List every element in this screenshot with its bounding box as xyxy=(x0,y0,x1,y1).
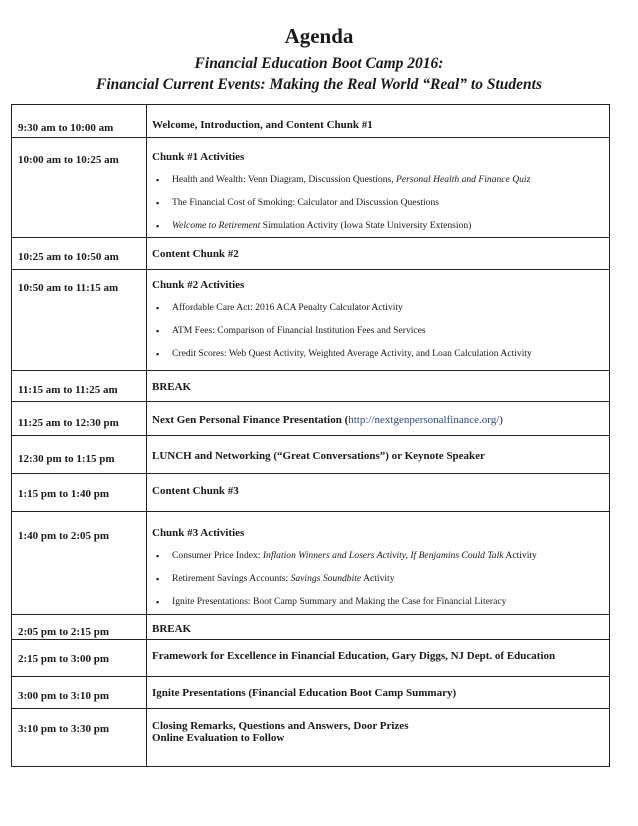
session-cell xyxy=(147,436,610,474)
activity-item xyxy=(152,573,609,585)
activity-text-suffix: Activity xyxy=(361,573,395,584)
session-title: LUNCH and Networking (“Great Conversations”) or Keynote Speaker xyxy=(152,450,485,462)
page-title: Agenda xyxy=(284,24,354,48)
activity-text: Credit Scores: Web Quest Activity, Weighted Average Activity, and Loan Calculation Activity xyxy=(172,348,532,359)
session-title: Content Chunk #2 xyxy=(152,248,239,260)
time-cell xyxy=(12,105,147,138)
agenda-row xyxy=(12,709,610,767)
activity-item xyxy=(152,197,609,209)
activity-item xyxy=(152,325,609,337)
agenda-row xyxy=(12,105,610,138)
session-title: Framework for Excellence in Financial Education, Gary Diggs, NJ Dept. of Education xyxy=(152,650,556,662)
session-title: BREAK xyxy=(152,381,192,393)
time-cell xyxy=(12,436,147,474)
session-title: Welcome, Introduction, and Content Chunk #1 xyxy=(152,119,373,131)
session-title-suffix: ) xyxy=(499,414,503,426)
activity-list xyxy=(152,550,609,608)
session-title: Chunk #3 Activities xyxy=(152,527,245,539)
time-slot: 10:25 am to 10:50 am xyxy=(18,251,119,263)
activity-title-italic: Inflation Winners and Losers Activity, If Benjamins Could Talk xyxy=(262,550,504,561)
agenda-row xyxy=(12,371,610,402)
subtitle-line-2: Financial Current Events: Making the Real World “Real” to Students xyxy=(96,76,542,93)
activity-text-suffix: Simulation Activity (Iowa State University Extension) xyxy=(260,220,472,231)
agenda-row xyxy=(12,640,610,677)
session-title: Chunk #1 Activities xyxy=(152,151,245,163)
time-slot: 10:50 am to 11:15 am xyxy=(18,282,119,294)
session-title-line xyxy=(152,615,609,635)
time-slot: 11:25 am to 12:30 pm xyxy=(18,417,119,429)
session-title-line xyxy=(152,238,609,260)
agenda-row xyxy=(12,138,610,238)
session-cell xyxy=(147,371,610,402)
session-cell xyxy=(147,238,610,270)
presentation-link[interactable]: http://nextgenpersonalfinance.org/ xyxy=(348,414,500,426)
time-cell xyxy=(12,371,147,402)
session-title-line xyxy=(152,640,609,662)
agenda-row xyxy=(12,238,610,270)
time-slot: 3:10 pm to 3:30 pm xyxy=(18,723,110,735)
session-cell xyxy=(147,512,610,615)
activity-item xyxy=(152,348,609,360)
time-cell xyxy=(12,138,147,238)
activity-text: Ignite Presentations: Boot Camp Summary and Making the Case for Financial Literacy xyxy=(172,596,507,607)
session-title-line xyxy=(152,436,609,462)
session-title-line xyxy=(152,105,609,131)
session-title-line-2: Online Evaluation to Follow xyxy=(152,732,285,744)
agenda-row xyxy=(12,402,610,436)
time-cell xyxy=(12,640,147,677)
session-title-line xyxy=(152,270,609,291)
activity-title-italic: Savings Soundbite xyxy=(290,573,362,584)
activity-text: Consumer Price Index: xyxy=(172,550,263,561)
session-title-line xyxy=(152,677,609,699)
session-cell xyxy=(147,709,610,767)
time-cell xyxy=(12,474,147,512)
activity-text: ATM Fees: Comparison of Financial Institution Fees and Services xyxy=(172,325,426,336)
session-title: Chunk #2 Activities xyxy=(152,279,245,291)
activity-item xyxy=(152,220,609,232)
session-title: Closing Remarks, Questions and Answers, Door Prizes xyxy=(152,720,409,732)
session-cell xyxy=(147,105,610,138)
activity-title-italic: Welcome to Retirement xyxy=(172,220,261,231)
agenda-table xyxy=(11,104,610,767)
session-cell xyxy=(147,677,610,709)
session-title: Content Chunk #3 xyxy=(152,485,239,497)
activity-item xyxy=(152,302,609,314)
session-cell xyxy=(147,138,610,238)
time-cell xyxy=(12,270,147,371)
agenda-row xyxy=(12,677,610,709)
time-slot: 11:15 am to 11:25 am xyxy=(18,384,118,396)
activity-text: Health and Wealth: Venn Diagram, Discussion Questions, xyxy=(172,174,397,185)
activity-list xyxy=(152,302,609,360)
session-title-line xyxy=(152,709,609,732)
agenda-row xyxy=(12,615,610,640)
agenda-row xyxy=(12,474,610,512)
session-cell xyxy=(147,270,610,371)
time-cell xyxy=(12,238,147,270)
session-cell xyxy=(147,402,610,436)
activity-list xyxy=(152,174,609,232)
agenda-body xyxy=(12,105,610,767)
activity-item xyxy=(152,174,609,186)
session-title: BREAK xyxy=(152,623,192,635)
session-title-line xyxy=(152,474,609,497)
activity-item xyxy=(152,596,609,608)
session-title: Ignite Presentations (Financial Education Boot Camp Summary) xyxy=(152,687,457,699)
activity-item xyxy=(152,550,609,562)
time-slot: 12:30 pm to 1:15 pm xyxy=(18,453,115,465)
session-cell xyxy=(147,615,610,640)
time-slot: 1:40 pm to 2:05 pm xyxy=(18,530,110,542)
subtitle-line-1: Financial Education Boot Camp 2016: xyxy=(194,55,444,72)
time-slot: 2:05 pm to 2:15 pm xyxy=(18,626,110,638)
session-title-line xyxy=(152,138,609,163)
time-slot: 3:00 pm to 3:10 pm xyxy=(18,690,110,702)
time-cell xyxy=(12,512,147,615)
time-slot: 9:30 am to 10:00 am xyxy=(18,122,114,134)
activity-text: Retirement Savings Accounts: xyxy=(172,573,291,584)
time-cell xyxy=(12,709,147,767)
agenda-row xyxy=(12,512,610,615)
time-slot: 2:15 pm to 3:00 pm xyxy=(18,653,110,665)
session-cell xyxy=(147,640,610,677)
time-slot: 1:15 pm to 1:40 pm xyxy=(18,488,110,500)
session-title-line xyxy=(152,371,609,393)
time-cell xyxy=(12,402,147,436)
activity-text-suffix: Activity xyxy=(503,550,537,561)
session-title-line xyxy=(152,512,609,539)
activity-text: The Financial Cost of Smoking: Calculator and Discussion Questions xyxy=(172,197,439,208)
agenda-row xyxy=(12,436,610,474)
agenda-row xyxy=(12,270,610,371)
activity-text: Affordable Care Act: 2016 ACA Penalty Calculator Activity xyxy=(172,302,403,313)
time-cell xyxy=(12,615,147,640)
session-title: Next Gen Personal Finance Presentation ( xyxy=(152,414,349,426)
session-cell xyxy=(147,474,610,512)
time-cell xyxy=(12,677,147,709)
activity-title-italic: Personal Health and Finance Quiz xyxy=(396,174,531,185)
session-title-line xyxy=(152,402,609,426)
time-slot: 10:00 am to 10:25 am xyxy=(18,154,119,166)
